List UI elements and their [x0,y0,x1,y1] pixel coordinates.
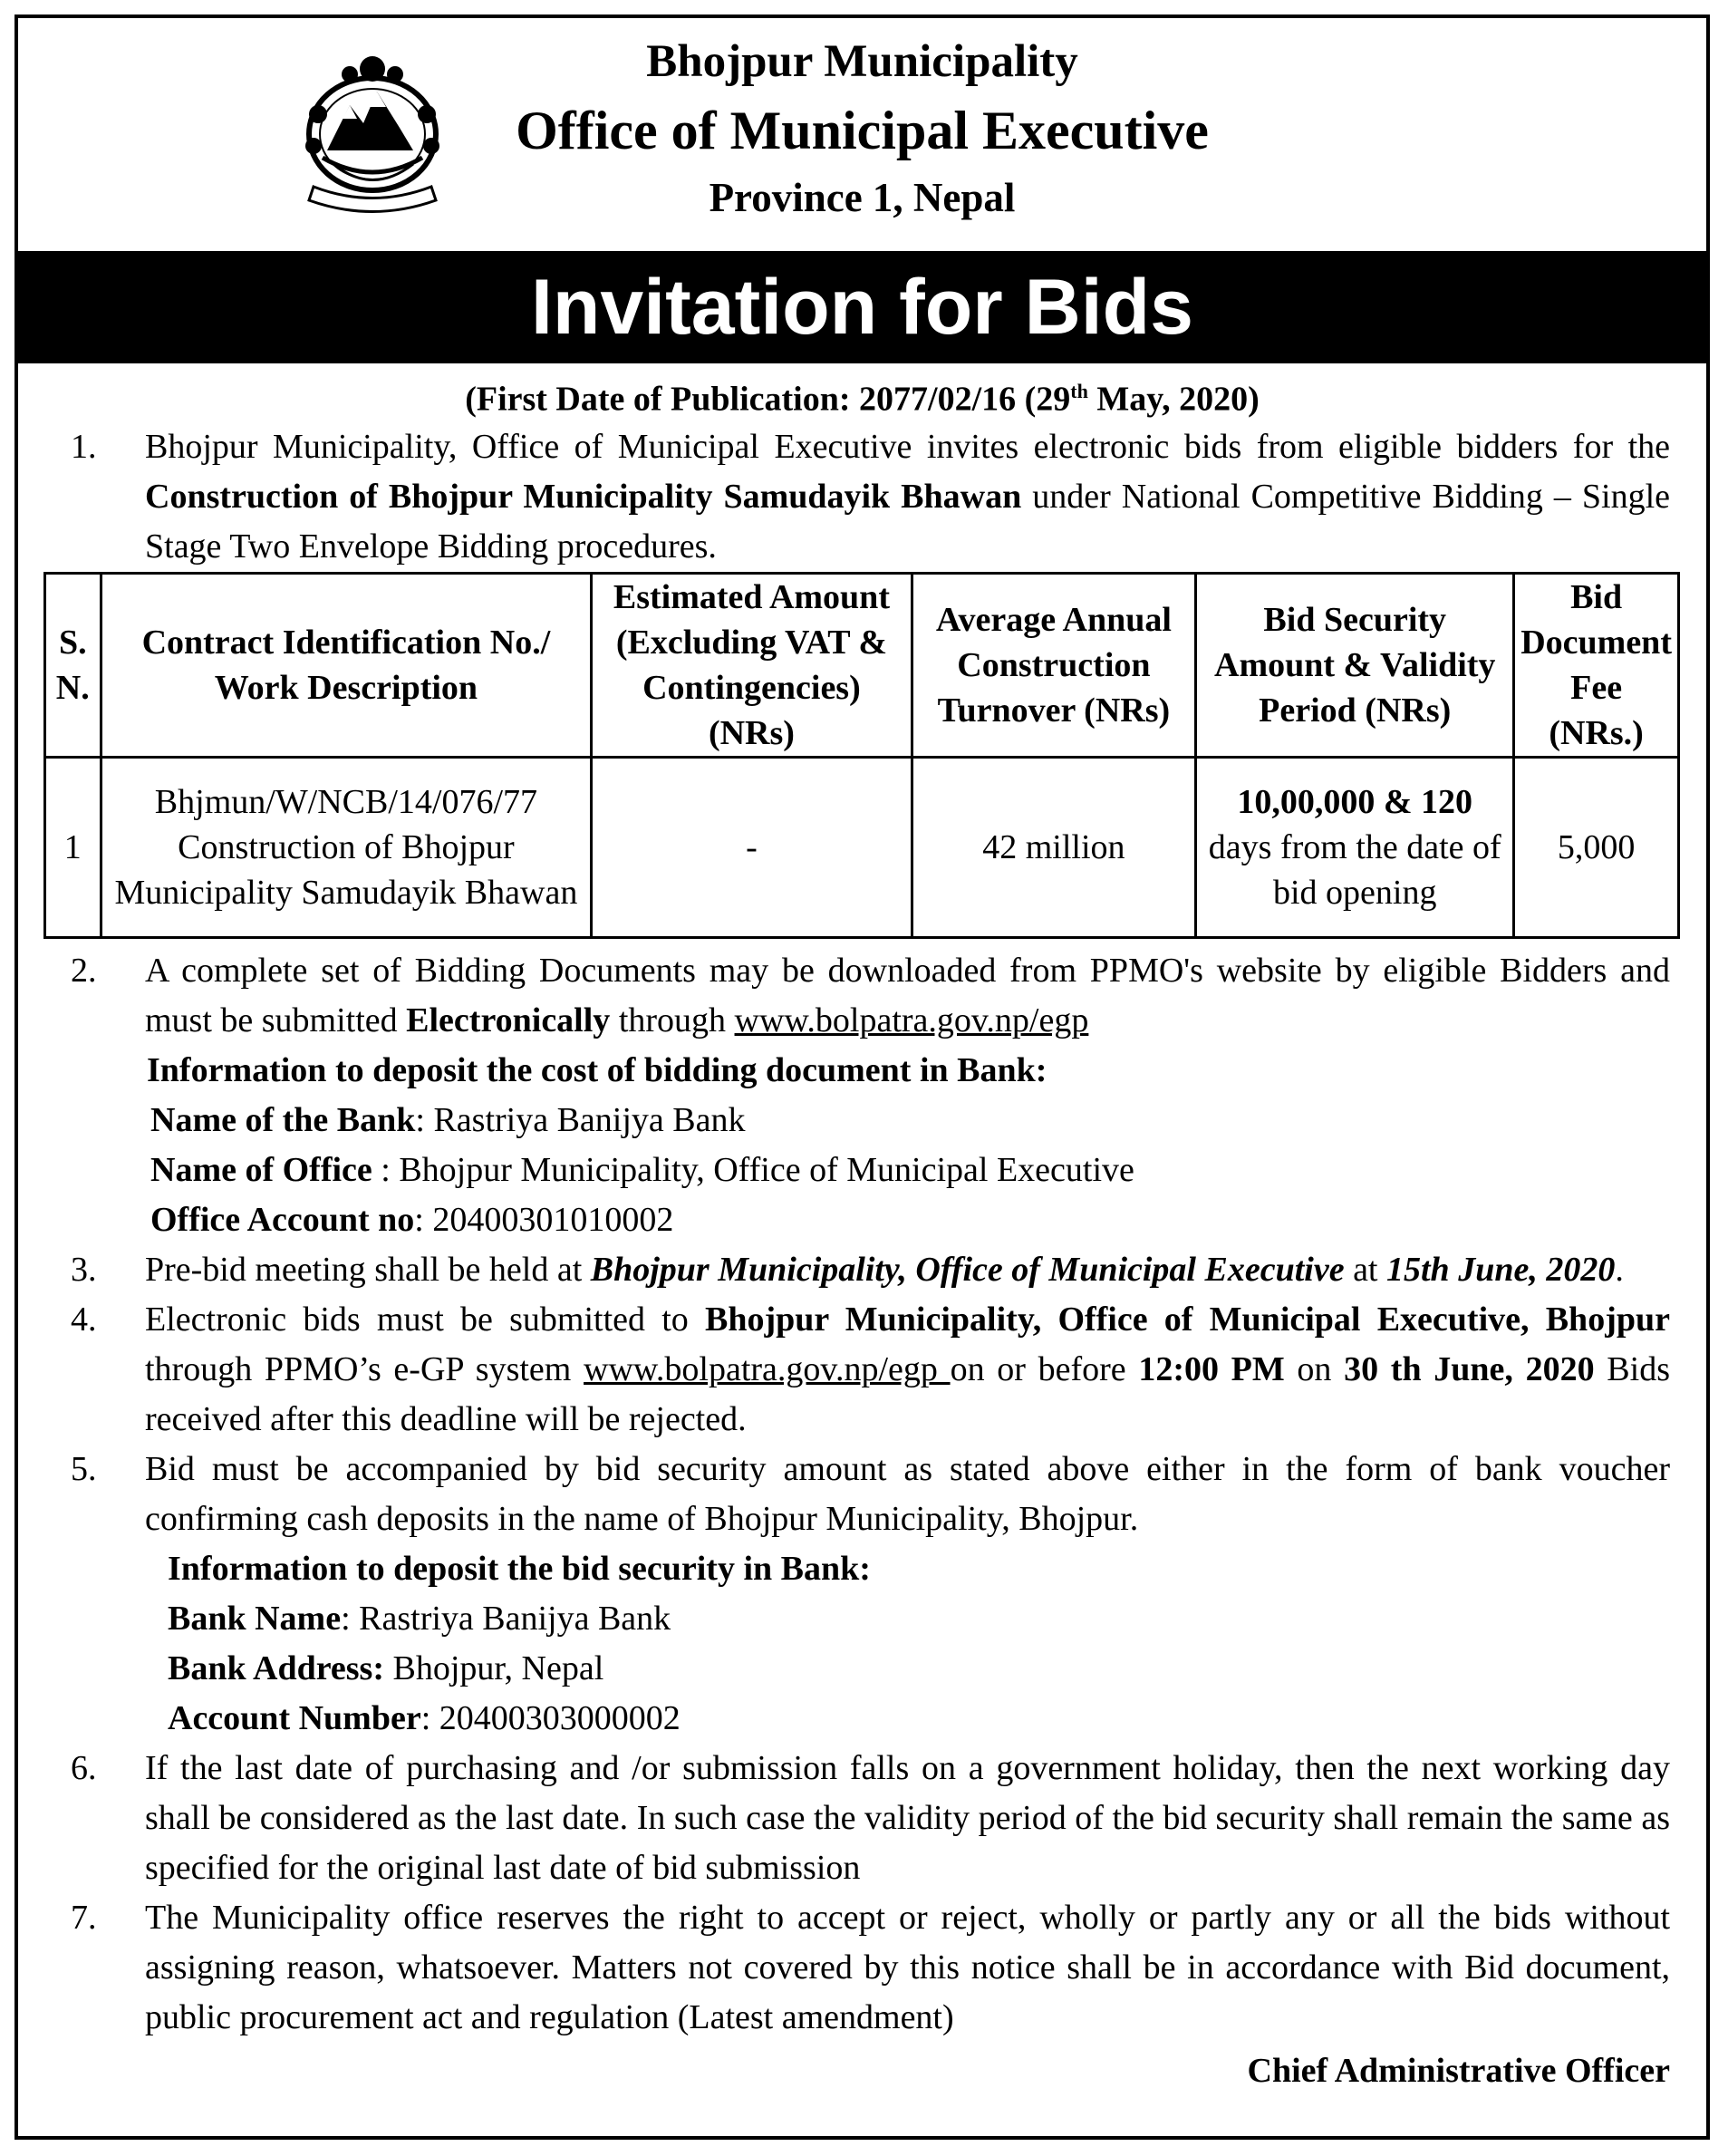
column-header: Estimated Amount (Excluding VAT & Contingencies) (NRs) [592,573,912,757]
publication-date: (First Date of Publication: 2077/02/16 (29th May, 2020) [465,380,1260,419]
table-header-row [45,573,1679,757]
signature: Chief Administrative Officer [1247,2051,1670,2090]
bank-name-line: Name of the Bank: Rastriya Banijya Bank [150,1100,746,1139]
table-row [45,757,1679,937]
security-bank-address-line: Bank Address: Bhojpur, Nepal [168,1648,604,1687]
cell-description: Bhjmun/W/NCB/14/076/77 Construction of Bhojpur Municipality Samudayik Bhawan [101,757,592,937]
paragraph-number: 2. [71,951,97,990]
cell-bid-security: 10,00,000 & 120 days from the date of bid opening [1196,757,1514,937]
cell-turnover: 42 million [912,757,1196,937]
paragraph-number: 6. [71,1748,97,1787]
egp-link[interactable]: www.bolpatra.gov.np/egp [584,1349,951,1388]
paragraph-number: 3. [71,1250,97,1289]
paragraph-1: 1. Bhojpur Municipality, Office of Municipal Executive invites electronic bids from eligible bidders for the Construction of Bhojpur Municipality Samudayik Bhawan under National Competitive Bidding – Single Stage Two Envelope Bidding procedures. [18,422,1706,572]
page-title: Invitation for Bids [18,251,1706,363]
province-name: Province 1, Nepal [709,175,1016,220]
column-header: Bid Security Amount & Validity Period (NRs) [1196,573,1514,757]
deposit-info-heading: Information to deposit the cost of bidding document in Bank: [147,1050,1047,1089]
security-info-heading: Information to deposit the bid security in Bank: [168,1549,871,1588]
notice-page [14,15,1710,2140]
header [18,18,1706,251]
paragraph-5: 5. Bid must be accompanied by bid security amount as stated above either in the form of bank voucher confirming cash deposits in the name of Bhojpur Municipality, Bhojpur. [18,1445,1706,1544]
office-name: Office of Municipal Executive [516,101,1209,160]
paragraph-3: 3. Pre-bid meeting shall be held at Bhojpur Municipality, Office of Municipal Executive at 15th June, 2020. [18,1245,1706,1295]
security-bank-name-line: Bank Name: Rastriya Banijya Bank [168,1599,671,1638]
paragraph-number: 5. [71,1449,97,1488]
cell-estimated-amount: - [592,757,912,937]
paragraph-number: 4. [71,1300,97,1339]
paragraph-6: 6. If the last date of purchasing and /or submission falls on a government holiday, then the next working day shall be considered as the last date. In such case the validity period of the bid security shall remain the same as specified for the original last date of bid submission [18,1744,1706,1893]
cell-document-fee: 5,000 [1514,757,1679,937]
cell-sn: 1 [45,757,101,937]
office-name-line: Name of Office : Bhojpur Municipality, Office of Municipal Executive [150,1150,1134,1189]
column-header: Bid Document Fee (NRs.) [1514,573,1679,757]
municipality-name: Bhojpur Municipality [646,36,1078,87]
paragraph-number: 1. [71,427,97,466]
egp-link[interactable]: www.bolpatra.gov.np/egp [734,1001,1089,1039]
security-account-line: Account Number: 20400303000002 [168,1698,681,1737]
paragraph-7: 7. The Municipality office reserves the right to accept or reject, wholly or partly any or all the bids without assigning reason, whatsoever. Matters not covered by this notice shall be in accordance with Bid document, public procurement act and regulation (Latest amendment) [18,1893,1706,2043]
paragraph-number: 7. [71,1898,97,1937]
column-header: Average Annual Construction Turnover (NRs) [912,573,1196,757]
column-header: Contract Identification No./ Work Description [101,573,592,757]
bid-table [43,572,1680,939]
paragraph-2: 2. A complete set of Bidding Documents may be downloaded from PPMO's website by eligible Bidders and must be submitted Electronically through www.bolpatra.gov.np/egp [18,946,1706,1046]
office-account-line: Office Account no: 20400301010002 [150,1200,674,1239]
paragraph-4: 4. Electronic bids must be submitted to Bhojpur Municipality, Office of Municipal Executive, Bhojpur through PPMO’s e-GP system www.bolpatra.gov.np/egp on or before 12:00 PM on 30 th June, 2020 Bids received after this deadline will be rejected. [18,1295,1706,1445]
column-header: S. N. [45,573,101,757]
